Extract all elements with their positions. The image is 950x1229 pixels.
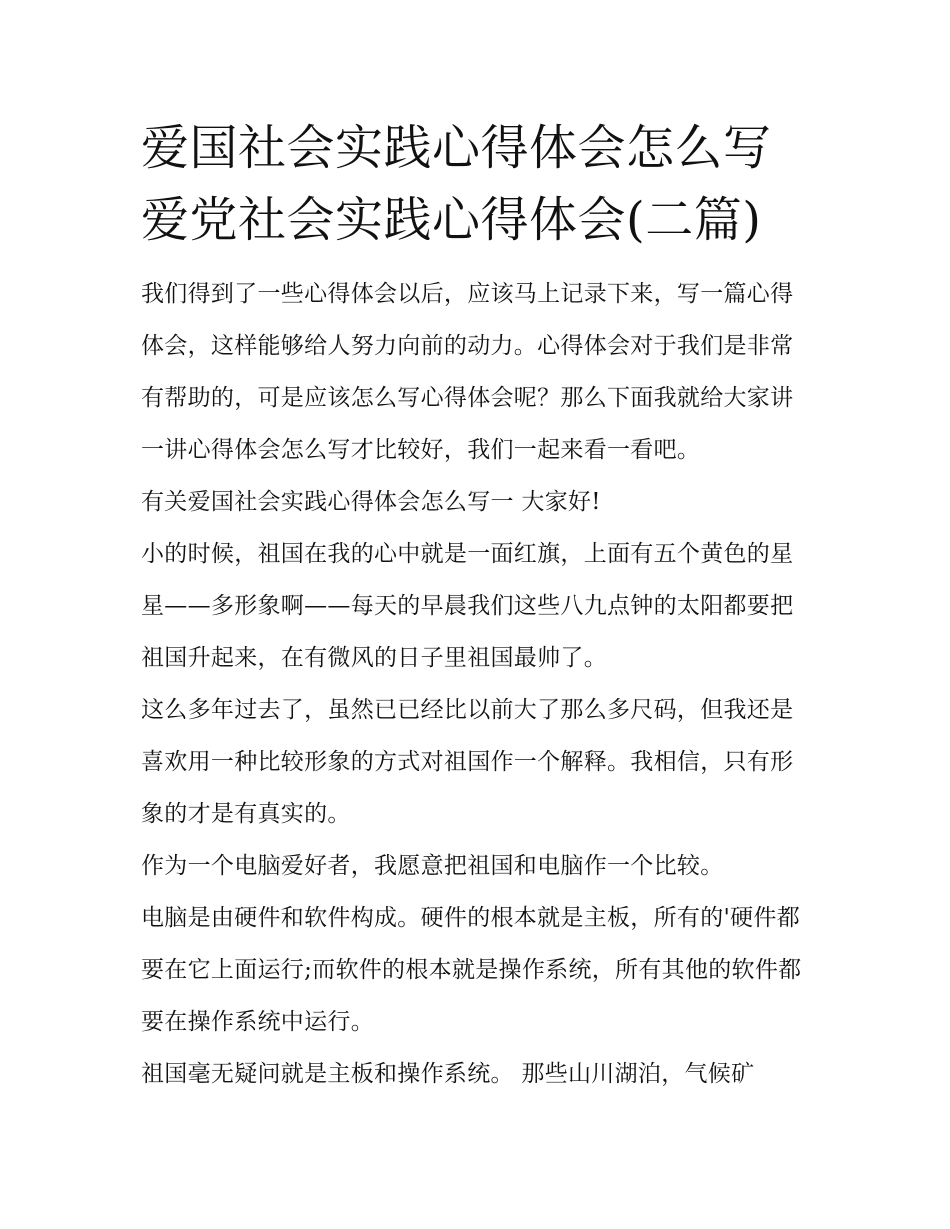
- paragraph-childhood: 小的时候，祖国在我的心中就是一面红旗，上面有五个黄色的星星——多形象啊——每天的早晨我们这些八九点钟的太阳都要把祖国升起来，在有微风的日子里祖国最帅了。: [141, 541, 794, 671]
- document-body: [141, 268, 813, 1100]
- paragraph-motherboard: 祖国毫无疑问就是主板和操作系统。 那些山川湖泊，气候矿: [141, 1061, 755, 1087]
- title-line-2: 爱党社会实践心得体会(二篇): [141, 192, 762, 248]
- paragraph-greeting: 有关爱国社会实践心得体会怎么写一 大家好!: [141, 489, 601, 515]
- paragraph-years-passed: 这么多年过去了，虽然已已经比以前大了那么多尺码，但我还是喜欢用一种比较形象的方式对祖国作一个解释。我相信，只有形象的才是有真实的。: [141, 697, 794, 827]
- document-title: [141, 112, 813, 256]
- paragraph-hardware-software: 电脑是由硬件和软件构成。硬件的根本就是主板，所有的'硬件都要在它上面运行;而软件的根本就是操作系统，所有其他的软件都要在操作系统中运行。: [141, 905, 802, 1035]
- title-line-1: 爱国社会实践心得体会怎么写: [141, 120, 772, 176]
- document-page: [141, 112, 813, 1100]
- paragraph-computer-fan: 作为一个电脑爱好者，我愿意把祖国和电脑作一个比较。: [141, 853, 724, 879]
- paragraph-intro: 我们得到了一些心得体会以后，应该马上记录下来，写一篇心得体会，这样能够给人努力向前的动力。心得体会对于我们是非常有帮助的，可是应该怎么写心得体会呢？那么下面我就给大家讲一讲心得体会怎么写才比较好，我们一起来看一看吧。: [141, 281, 794, 463]
